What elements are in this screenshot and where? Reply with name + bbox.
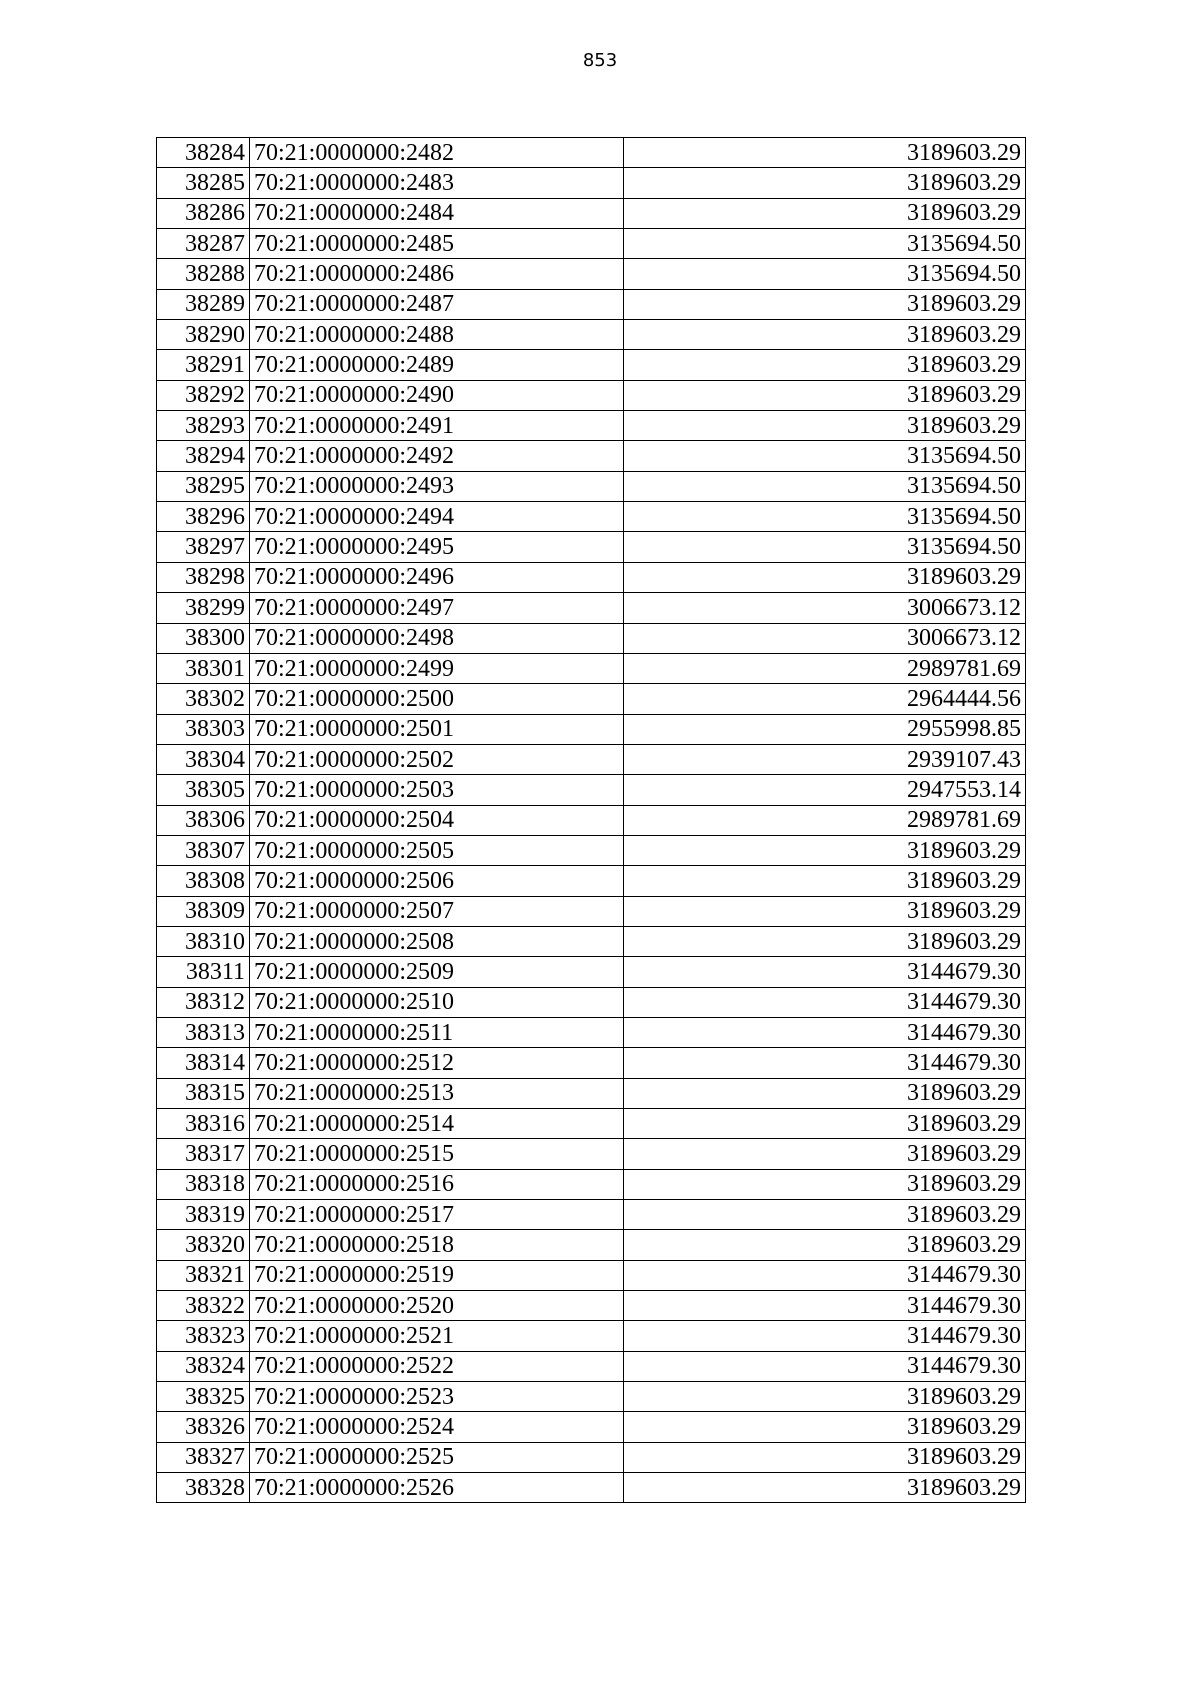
table-row (157, 1382, 1026, 1412)
row-number-cell: 38309 (157, 896, 250, 926)
value-cell: 3006673.12 (624, 623, 1026, 653)
row-number-cell: 38290 (157, 320, 250, 350)
row-number-cell: 38294 (157, 441, 250, 471)
table-row (157, 1351, 1026, 1381)
cadastral-code-cell: 70:21:0000000:2518 (250, 1230, 624, 1260)
cadastral-code-cell: 70:21:0000000:2519 (250, 1260, 624, 1290)
table-row (157, 532, 1026, 562)
row-number-cell: 38313 (157, 1017, 250, 1047)
row-number-cell: 38292 (157, 380, 250, 410)
value-cell: 3189603.29 (624, 1109, 1026, 1139)
table-row (157, 471, 1026, 501)
table-row (157, 1139, 1026, 1169)
cadastral-code-cell: 70:21:0000000:2494 (250, 502, 624, 532)
row-number-cell: 38311 (157, 957, 250, 987)
table-row (157, 1109, 1026, 1139)
cadastral-code-cell: 70:21:0000000:2504 (250, 805, 624, 835)
row-number-cell: 38322 (157, 1291, 250, 1321)
table-row (157, 866, 1026, 896)
row-number-cell: 38303 (157, 714, 250, 744)
value-cell: 3189603.29 (624, 866, 1026, 896)
row-number-cell: 38305 (157, 775, 250, 805)
cadastral-code-cell: 70:21:0000000:2522 (250, 1351, 624, 1381)
row-number-cell: 38318 (157, 1169, 250, 1199)
row-number-cell: 38324 (157, 1351, 250, 1381)
cadastral-code-cell: 70:21:0000000:2489 (250, 350, 624, 380)
table-row (157, 1260, 1026, 1290)
row-number-cell: 38321 (157, 1260, 250, 1290)
table-row (157, 441, 1026, 471)
row-number-cell: 38304 (157, 744, 250, 774)
value-cell: 3189603.29 (624, 380, 1026, 410)
value-cell: 3006673.12 (624, 593, 1026, 623)
cadastral-code-cell: 70:21:0000000:2525 (250, 1442, 624, 1472)
cadastral-code-cell: 70:21:0000000:2516 (250, 1169, 624, 1199)
cadastral-code-cell: 70:21:0000000:2497 (250, 593, 624, 623)
table-row (157, 744, 1026, 774)
value-cell: 3189603.29 (624, 1200, 1026, 1230)
table-row (157, 1230, 1026, 1260)
row-number-cell: 38298 (157, 562, 250, 592)
cadastral-code-cell: 70:21:0000000:2488 (250, 320, 624, 350)
table-row (157, 138, 1026, 168)
cadastral-code-cell: 70:21:0000000:2515 (250, 1139, 624, 1169)
row-number-cell: 38312 (157, 987, 250, 1017)
value-cell: 3135694.50 (624, 532, 1026, 562)
table-row (157, 289, 1026, 319)
value-cell: 3144679.30 (624, 957, 1026, 987)
row-number-cell: 38325 (157, 1382, 250, 1412)
value-cell: 3144679.30 (624, 1291, 1026, 1321)
row-number-cell: 38297 (157, 532, 250, 562)
value-cell: 2939107.43 (624, 744, 1026, 774)
row-number-cell: 38301 (157, 653, 250, 683)
cadastral-code-cell: 70:21:0000000:2485 (250, 229, 624, 259)
row-number-cell: 38285 (157, 168, 250, 198)
value-cell: 3189603.29 (624, 1078, 1026, 1108)
table-row (157, 1200, 1026, 1230)
value-cell: 3189603.29 (624, 289, 1026, 319)
cadastral-code-cell: 70:21:0000000:2517 (250, 1200, 624, 1230)
cadastral-code-cell: 70:21:0000000:2512 (250, 1048, 624, 1078)
table-row (157, 623, 1026, 653)
value-cell: 3189603.29 (624, 1139, 1026, 1169)
table-row (157, 1321, 1026, 1351)
table-row (157, 896, 1026, 926)
value-cell: 3189603.29 (624, 1442, 1026, 1472)
value-cell: 3144679.30 (624, 987, 1026, 1017)
row-number-cell: 38299 (157, 593, 250, 623)
row-number-cell: 38300 (157, 623, 250, 653)
row-number-cell: 38287 (157, 229, 250, 259)
value-cell: 3189603.29 (624, 896, 1026, 926)
value-cell: 3189603.29 (624, 562, 1026, 592)
table-row (157, 350, 1026, 380)
cadastral-code-cell: 70:21:0000000:2506 (250, 866, 624, 896)
table-row (157, 411, 1026, 441)
row-number-cell: 38302 (157, 684, 250, 714)
cadastral-code-cell: 70:21:0000000:2523 (250, 1382, 624, 1412)
table-row (157, 805, 1026, 835)
row-number-cell: 38320 (157, 1230, 250, 1260)
cadastral-code-cell: 70:21:0000000:2496 (250, 562, 624, 592)
cadastral-code-cell: 70:21:0000000:2507 (250, 896, 624, 926)
table-row (157, 320, 1026, 350)
row-number-cell: 38307 (157, 835, 250, 865)
table-row (157, 259, 1026, 289)
table-row (157, 198, 1026, 228)
cadastral-code-cell: 70:21:0000000:2499 (250, 653, 624, 683)
value-cell: 2947553.14 (624, 775, 1026, 805)
cadastral-code-cell: 70:21:0000000:2524 (250, 1412, 624, 1442)
table-row (157, 684, 1026, 714)
table-row (157, 987, 1026, 1017)
cadastral-code-cell: 70:21:0000000:2520 (250, 1291, 624, 1321)
row-number-cell: 38293 (157, 411, 250, 441)
value-cell: 3189603.29 (624, 1382, 1026, 1412)
value-cell: 3144679.30 (624, 1017, 1026, 1047)
row-number-cell: 38315 (157, 1078, 250, 1108)
cadastral-code-cell: 70:21:0000000:2526 (250, 1473, 624, 1503)
table-row (157, 168, 1026, 198)
row-number-cell: 38289 (157, 289, 250, 319)
cadastral-code-cell: 70:21:0000000:2501 (250, 714, 624, 744)
cadastral-code-cell: 70:21:0000000:2503 (250, 775, 624, 805)
cadastral-code-cell: 70:21:0000000:2510 (250, 987, 624, 1017)
value-cell: 3135694.50 (624, 471, 1026, 501)
cadastral-code-cell: 70:21:0000000:2508 (250, 926, 624, 956)
table-row (157, 562, 1026, 592)
value-cell: 3189603.29 (624, 320, 1026, 350)
value-cell: 3189603.29 (624, 1169, 1026, 1199)
table-row (157, 1017, 1026, 1047)
cadastral-code-cell: 70:21:0000000:2487 (250, 289, 624, 319)
row-number-cell: 38323 (157, 1321, 250, 1351)
cadastral-code-cell: 70:21:0000000:2492 (250, 441, 624, 471)
row-number-cell: 38308 (157, 866, 250, 896)
row-number-cell: 38286 (157, 198, 250, 228)
table-row (157, 1048, 1026, 1078)
row-number-cell: 38306 (157, 805, 250, 835)
page-number: 853 (582, 50, 618, 71)
cadastral-code-cell: 70:21:0000000:2513 (250, 1078, 624, 1108)
table-row (157, 1291, 1026, 1321)
value-cell: 2955998.85 (624, 714, 1026, 744)
cadastral-code-cell: 70:21:0000000:2511 (250, 1017, 624, 1047)
value-cell: 3189603.29 (624, 198, 1026, 228)
row-number-cell: 38316 (157, 1109, 250, 1139)
value-cell: 3135694.50 (624, 229, 1026, 259)
row-number-cell: 38288 (157, 259, 250, 289)
value-cell: 3189603.29 (624, 1473, 1026, 1503)
table-row (157, 1169, 1026, 1199)
row-number-cell: 38319 (157, 1200, 250, 1230)
value-cell: 2964444.56 (624, 684, 1026, 714)
value-cell: 3135694.50 (624, 502, 1026, 532)
registry-table-body (157, 138, 1026, 1503)
table-row (157, 835, 1026, 865)
cadastral-code-cell: 70:21:0000000:2502 (250, 744, 624, 774)
table-row (157, 775, 1026, 805)
value-cell: 3189603.29 (624, 350, 1026, 380)
value-cell: 3189603.29 (624, 926, 1026, 956)
row-number-cell: 38291 (157, 350, 250, 380)
value-cell: 3189603.29 (624, 138, 1026, 168)
cadastral-code-cell: 70:21:0000000:2483 (250, 168, 624, 198)
cadastral-code-cell: 70:21:0000000:2491 (250, 411, 624, 441)
table-row (157, 593, 1026, 623)
cadastral-code-cell: 70:21:0000000:2521 (250, 1321, 624, 1351)
table-row (157, 1473, 1026, 1503)
row-number-cell: 38317 (157, 1139, 250, 1169)
value-cell: 3189603.29 (624, 411, 1026, 441)
value-cell: 3144679.30 (624, 1260, 1026, 1290)
value-cell: 2989781.69 (624, 805, 1026, 835)
row-number-cell: 38314 (157, 1048, 250, 1078)
table-row (157, 229, 1026, 259)
row-number-cell: 38295 (157, 471, 250, 501)
cadastral-code-cell: 70:21:0000000:2493 (250, 471, 624, 501)
registry-table (156, 137, 1026, 1503)
cadastral-code-cell: 70:21:0000000:2484 (250, 198, 624, 228)
cadastral-code-cell: 70:21:0000000:2486 (250, 259, 624, 289)
row-number-cell: 38284 (157, 138, 250, 168)
row-number-cell: 38326 (157, 1412, 250, 1442)
table-row (157, 1412, 1026, 1442)
row-number-cell: 38296 (157, 502, 250, 532)
table-row (157, 1078, 1026, 1108)
cadastral-code-cell: 70:21:0000000:2482 (250, 138, 624, 168)
table-row (157, 714, 1026, 744)
table-row (157, 926, 1026, 956)
value-cell: 2989781.69 (624, 653, 1026, 683)
value-cell: 3144679.30 (624, 1351, 1026, 1381)
value-cell: 3189603.29 (624, 1230, 1026, 1260)
value-cell: 3135694.50 (624, 259, 1026, 289)
cadastral-code-cell: 70:21:0000000:2490 (250, 380, 624, 410)
cadastral-code-cell: 70:21:0000000:2500 (250, 684, 624, 714)
table-row (157, 957, 1026, 987)
table-row (157, 1442, 1026, 1472)
cadastral-code-cell: 70:21:0000000:2498 (250, 623, 624, 653)
value-cell: 3189603.29 (624, 168, 1026, 198)
cadastral-code-cell: 70:21:0000000:2509 (250, 957, 624, 987)
row-number-cell: 38328 (157, 1473, 250, 1503)
table-row (157, 380, 1026, 410)
cadastral-code-cell: 70:21:0000000:2505 (250, 835, 624, 865)
table-row (157, 653, 1026, 683)
cadastral-code-cell: 70:21:0000000:2495 (250, 532, 624, 562)
value-cell: 3189603.29 (624, 1412, 1026, 1442)
row-number-cell: 38327 (157, 1442, 250, 1472)
table-row (157, 502, 1026, 532)
value-cell: 3135694.50 (624, 441, 1026, 471)
value-cell: 3189603.29 (624, 835, 1026, 865)
value-cell: 3144679.30 (624, 1048, 1026, 1078)
value-cell: 3144679.30 (624, 1321, 1026, 1351)
cadastral-code-cell: 70:21:0000000:2514 (250, 1109, 624, 1139)
row-number-cell: 38310 (157, 926, 250, 956)
